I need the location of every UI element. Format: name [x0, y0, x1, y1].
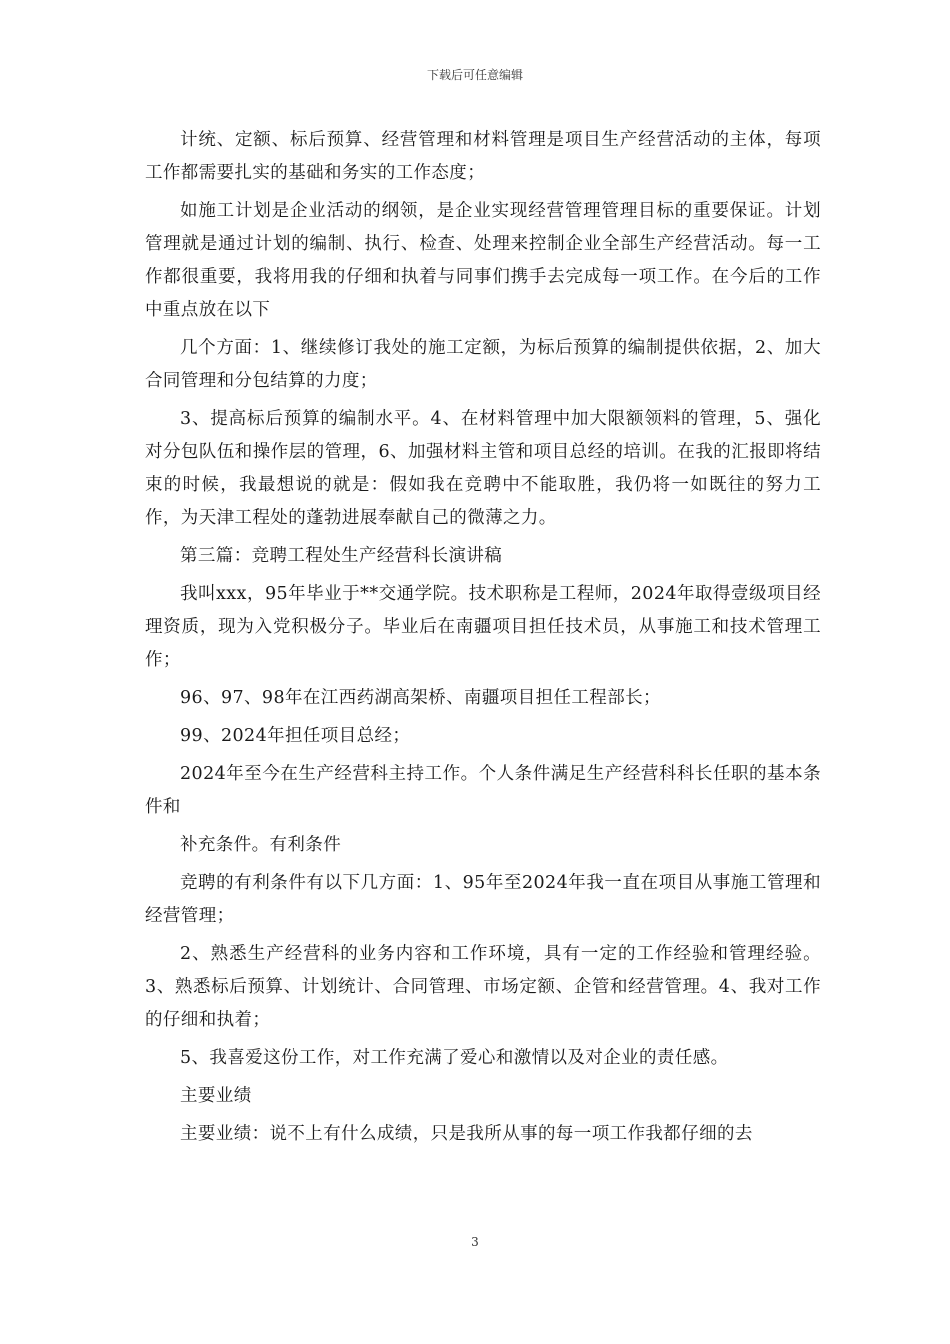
- paragraph: 2024年至今在生产经营科主持工作。个人条件满足生产经营科科长任职的基本条件和: [145, 764, 821, 817]
- document-body: [145, 124, 821, 1156]
- paragraph: 如施工计划是企业活动的纲领，是企业实现经营管理管理目标的重要保证。计划管理就是通过计划的编制、执行、检查、处理来控制企业全部生产经营活动。每一工作都很重要，我将用我的仔细和执着与同事们携手去完成每一项工作。在今后的工作中重点放在以下: [145, 201, 821, 320]
- paragraph: 3、提高标后预算的编制水平。4、在材料管理中加大限额领料的管理，5、强化对分包队伍和操作层的管理，6、加强材料主管和项目总经的培训。在我的汇报即将结束的时候，我最想说的就是：假如我在竞聘中不能取胜，我仍将一如既往的努力工作，为天津工程处的蓬勃进展奉献自己的微薄之力。: [145, 409, 821, 528]
- paragraph: 我叫xxx，95年毕业于**交通学院。技术职称是工程师，2024年取得壹级项目经理资质，现为入党积极分子。毕业后在南疆项目担任技术员，从事施工和技术管理工作；: [145, 584, 821, 670]
- paragraph: 计统、定额、标后预算、经营管理和材料管理是项目生产经营活动的主体，每项工作都需要扎实的基础和务实的工作态度；: [145, 130, 821, 183]
- paragraph: 96、97、98年在江西药湖高架桥、南疆项目担任工程部长；: [180, 688, 661, 708]
- section-heading: 第三篇：竞聘工程处生产经营科长演讲稿: [180, 546, 503, 566]
- page-number: 3: [471, 1235, 479, 1249]
- paragraph: 几个方面：1、继续修订我处的施工定额，为标后预算的编制提供依据，2、加大合同管理和分包结算的力度；: [145, 338, 821, 391]
- paragraph: 补充条件。有利条件: [180, 835, 342, 855]
- section-heading: 主要业绩: [180, 1086, 252, 1106]
- paragraph: 5、我喜爱这份工作，对工作充满了爱心和激情以及对企业的责任感。: [180, 1048, 729, 1068]
- paragraph: 竞聘的有利条件有以下几方面：1、95年至2024年我一直在项目从事施工管理和经营管理；: [145, 873, 821, 926]
- paragraph: 99、2024年担任项目总经；: [180, 726, 411, 746]
- paragraph: 主要业绩：说不上有什么成绩，只是我所从事的每一项工作我都仔细的去: [180, 1124, 753, 1144]
- paragraph: 2、熟悉生产经营科的业务内容和工作环境，具有一定的工作经验和管理经验。3、熟悉标后预算、计划统计、合同管理、市场定额、企管和经营管理。4、我对工作的仔细和执着；: [145, 944, 821, 1030]
- page-header: 下载后可任意编辑: [426, 68, 523, 82]
